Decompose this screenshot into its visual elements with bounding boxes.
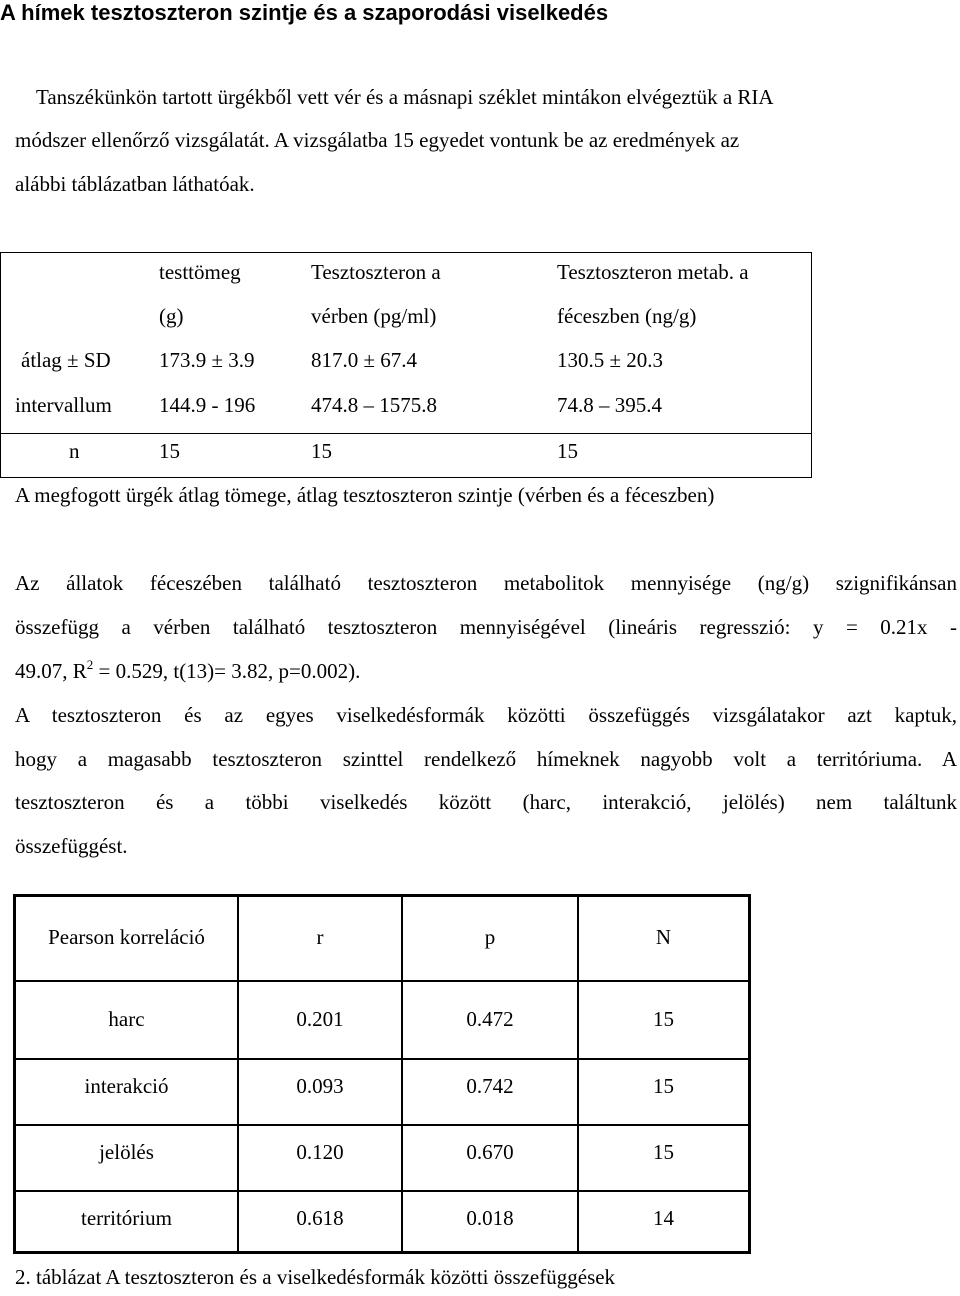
cell-territorium-n: 14 (653, 1206, 674, 1230)
header-n: N (655, 925, 672, 949)
table-line (13, 894, 751, 897)
para2-line-3 (15, 659, 360, 684)
row-label-n: n (69, 439, 80, 463)
table-line (13, 1058, 751, 1060)
row-label-jeloles: jelölés (99, 1140, 154, 1164)
row-label-mean: átlag ± SD (21, 348, 111, 372)
row-label-interakcio: interakció (84, 1074, 169, 1098)
cell-mean-feces: 130.5 ± 20.3 (557, 348, 664, 372)
cell-n-feces: 15 (557, 439, 578, 463)
header-p: p (484, 925, 496, 949)
cell-interakcio-n: 15 (653, 1074, 674, 1098)
cell-interakcio-r: 0.093 (296, 1074, 344, 1098)
para3-line-2: hogy a magasabb tesztoszteron szinttel rendelkező hímeknek nagyobb volt a territóriuma. A (15, 747, 957, 771)
cell-range-blood: 474.8 – 1575.8 (311, 393, 437, 417)
header-weight-line1: testtömeg (159, 260, 241, 284)
table-line (13, 1124, 751, 1126)
header-blood-line2: vérben (pg/ml) (311, 304, 437, 328)
header-pearson: Pearson korreláció (48, 925, 205, 949)
correlation-table (13, 894, 751, 1254)
para2-line-2: összefügg a vérben található tesztoszteron mennyiségével (lineáris regresszió: y = 0.21x - (15, 615, 957, 639)
r-squared-superscript: 2 (86, 657, 94, 672)
cell-jeloles-n: 15 (653, 1140, 674, 1164)
row-label-range: intervallum (15, 393, 112, 417)
row-label-harc: harc (108, 1007, 145, 1031)
row-label-territorium: territórium (81, 1206, 172, 1230)
table-line (748, 894, 751, 1254)
regression-text-b: = 0.529, t(13)= 3.82, p=0.002). (93, 659, 361, 683)
cell-territorium-p: 0.018 (466, 1206, 514, 1230)
cell-jeloles-r: 0.120 (296, 1140, 344, 1164)
table-line (811, 252, 812, 478)
para3-line-4: összefüggést. (15, 834, 128, 858)
cell-harc-n: 15 (653, 1007, 674, 1031)
cell-jeloles-p: 0.670 (466, 1140, 514, 1164)
cell-harc-r: 0.201 (296, 1007, 344, 1031)
page-title: A hímek tesztoszteron szintje és a szaporodási viselkedés (0, 0, 609, 25)
table-line (0, 477, 812, 478)
table1-caption: A megfogott ürgék átlag tömege, átlag tesztoszteron szintje (vérben és a féceszben) (15, 483, 715, 507)
regression-text-a: 49.07, R (15, 659, 87, 683)
para3-line-3: tesztoszteron és a többi viselkedés között (harc, interakció, jelölés) nem találtunk (15, 790, 957, 814)
intro-line-2: módszer ellenőrző vizsgálatát. A vizsgálatba 15 egyedet vontunk be az eredmények az (15, 128, 740, 152)
cell-harc-p: 0.472 (466, 1007, 514, 1031)
header-blood-line1: Tesztoszteron a (311, 260, 441, 284)
cell-mean-blood: 817.0 ± 67.4 (311, 348, 418, 372)
intro-line-1: Tanszékünkön tartott ürgékből vett vér és a másnapi széklet mintákon elvégeztük a RIA (36, 85, 774, 109)
header-feces-line1: Tesztoszteron metab. a (557, 260, 749, 284)
header-feces-line2: féceszben (ng/g) (557, 304, 697, 328)
cell-range-weight: 144.9 - 196 (159, 393, 256, 417)
summary-table (0, 252, 812, 478)
table-line (13, 1251, 751, 1254)
table-line (0, 433, 812, 434)
header-r: r (316, 925, 324, 949)
cell-mean-weight: 173.9 ± 3.9 (159, 348, 255, 372)
para3-line-1: A tesztoszteron és az egyes viselkedésformák közötti összefüggés vizsgálatakor azt kaptuk, (15, 703, 957, 727)
table-line (13, 980, 751, 982)
para2-line-1: Az állatok féceszében található tesztoszteron metabolitok mennyisége (ng/g) szignifikánsan (15, 571, 957, 595)
cell-n-blood: 15 (311, 439, 332, 463)
table2-caption: 2. táblázat A tesztoszteron és a viselkedésformák közötti összefüggések (15, 1265, 616, 1289)
cell-territorium-r: 0.618 (296, 1206, 344, 1230)
table-line (0, 252, 1, 478)
cell-n-weight: 15 (159, 439, 180, 463)
cell-interakcio-p: 0.742 (466, 1074, 514, 1098)
cell-range-feces: 74.8 – 395.4 (557, 393, 662, 417)
table-line (0, 252, 812, 253)
header-weight-line2: (g) (159, 304, 184, 328)
table-line (13, 1190, 751, 1192)
intro-line-3: alábbi táblázatban láthatóak. (15, 172, 255, 196)
